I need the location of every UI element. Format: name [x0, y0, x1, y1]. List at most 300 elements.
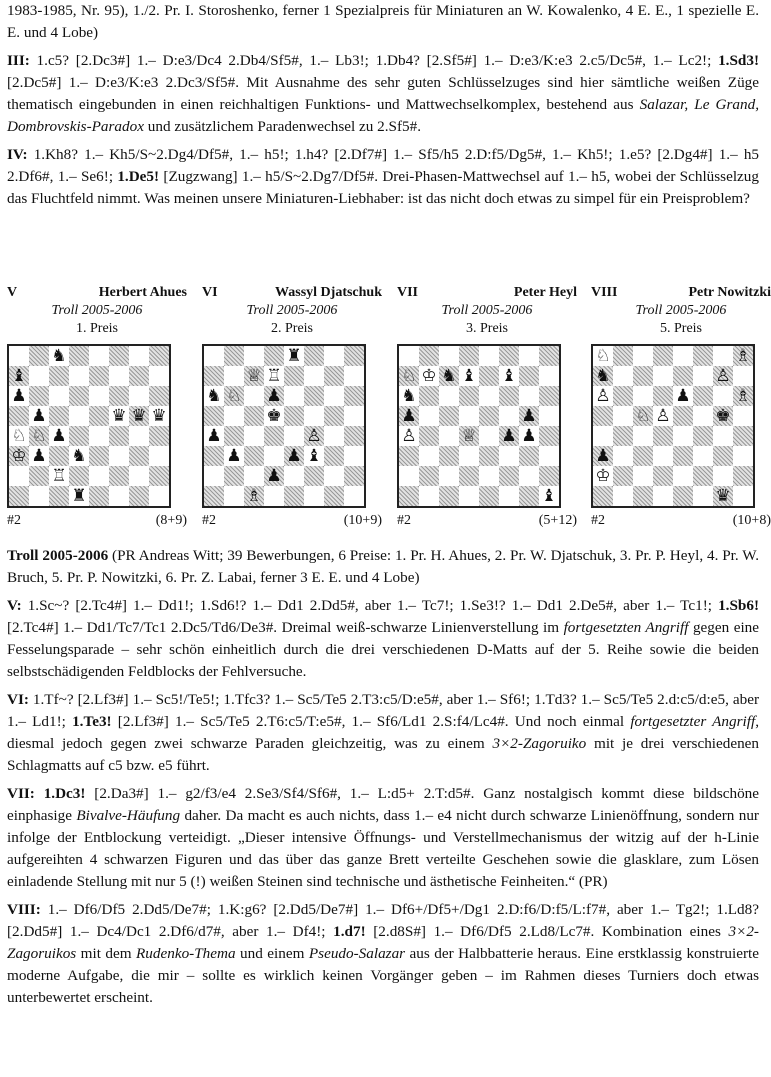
- board-square: [399, 386, 419, 406]
- board-square: [499, 366, 519, 386]
- problem-v-stipulation: #2: [7, 513, 21, 528]
- board-square: [29, 366, 49, 386]
- board-square: [9, 366, 29, 386]
- board-square: [89, 386, 109, 406]
- board-square: [479, 446, 499, 466]
- board-square: [324, 446, 344, 466]
- board-square: [49, 346, 69, 366]
- board-square: [149, 486, 169, 506]
- board-square: [419, 486, 439, 506]
- board-square: [244, 466, 264, 486]
- chess-piece-icon: ♘: [401, 366, 417, 386]
- board-square: [459, 386, 479, 406]
- problem-viii-author: Petr Nowitzki: [688, 285, 771, 300]
- chess-piece-icon: ♘: [11, 426, 27, 446]
- problem-viii-theme-2: Rudenko-Thema: [136, 945, 236, 962]
- problem-vi-stipulation: #2: [202, 513, 216, 528]
- board-square: [519, 386, 539, 406]
- problem-iv-label: IV:: [7, 146, 28, 163]
- board-square: [459, 406, 479, 426]
- board-square: [324, 386, 344, 406]
- board-square: [264, 426, 284, 446]
- board-square: [539, 346, 559, 366]
- board-square: [264, 406, 284, 426]
- board-square: [224, 426, 244, 446]
- chess-piece-icon: ♝: [11, 366, 27, 386]
- board-square: [49, 446, 69, 466]
- article-continued: [7, 545, 759, 1009]
- board-square: [49, 426, 69, 446]
- chess-piece-icon: ♟: [286, 446, 302, 466]
- problem-viii-solution: [7, 899, 759, 1009]
- board-square: [304, 446, 324, 466]
- board-square: [284, 446, 304, 466]
- board-square: [633, 386, 653, 406]
- board-square: [344, 426, 364, 446]
- chess-piece-icon: ♜: [71, 486, 87, 506]
- problem-vii-author: Peter Heyl: [513, 285, 577, 300]
- board-square: [539, 426, 559, 446]
- problem-viii: [591, 284, 771, 528]
- board-square: [9, 406, 29, 426]
- board-square: [713, 346, 733, 366]
- problem-v: [7, 284, 187, 528]
- board-square: [713, 426, 733, 446]
- board-square: [593, 346, 613, 366]
- problem-vi-theme-2: 3×2-Zagoruiko: [492, 735, 587, 752]
- chess-piece-icon: ♞: [206, 386, 222, 406]
- problem-viii-tries: 1.– Df6/Df5 2.Dd5/De7#; 1.K:g6? [2.Dd5/De7#] 1.– Df6+/Df5+/Dg1 2.D:f6/D:f5/L:f7#, aber 1.– Tg2!; 1.Ld8? [2.Dd5#] 1.– Dc4/Dc1 2.Df6/d7#, aber 1.– Df4!;: [7, 901, 759, 940]
- chess-piece-icon: ♟: [266, 386, 282, 406]
- chess-piece-icon: ♗: [246, 486, 262, 506]
- board-square: [673, 386, 693, 406]
- board-square: [9, 486, 29, 506]
- board-square: [713, 486, 733, 506]
- board-square: [479, 406, 499, 426]
- board-square: [344, 366, 364, 386]
- tourney-summary: [7, 545, 759, 589]
- problem-vi-source: Troll 2005-2006: [246, 303, 338, 318]
- chess-piece-icon: ♚: [715, 406, 731, 426]
- chess-piece-icon: ♘: [635, 406, 651, 426]
- intro-paragraph: 1983-1985, Nr. 95), 1./2. Pr. I. Storoshenko, ferner 1 Spezialpreis für Miniaturen an W. Kowalenko, 4 E. E., 1 spezielle E. E. und 4 Lobe): [7, 2, 759, 41]
- board-square: [29, 406, 49, 426]
- chess-piece-icon: ♘: [226, 386, 242, 406]
- board-square: [733, 366, 753, 386]
- board-square: [459, 486, 479, 506]
- board-square: [224, 406, 244, 426]
- board-square: [633, 346, 653, 366]
- board-square: [693, 446, 713, 466]
- board-square: [284, 466, 304, 486]
- board-square: [89, 446, 109, 466]
- problem-v-solution: [7, 595, 759, 683]
- board-square: [264, 466, 284, 486]
- board-square: [693, 466, 713, 486]
- board-square: [419, 446, 439, 466]
- problem-iv-comment: [Zugzwang] 1.– h5/S~2.Dg7/Df5#. Drei-Phasen-Mattwechsel auf 1.– h5, wobei der Schlüsselzug das Fluchtfeld nimmt. Was meinen unsere Miniaturen-Liebhaber: ist das nicht doch etwas zu simpel für ein Preisproblem?: [7, 168, 759, 207]
- problem-vii-label: VII:: [7, 785, 35, 802]
- problem-iv-key: 1.De5!: [117, 168, 160, 185]
- board-square: [129, 346, 149, 366]
- board-square: [264, 446, 284, 466]
- problem-vi-comment-end: mit je drei verschiedenen Schlagmatts auf c5 bzw. e5 führt.: [7, 735, 760, 774]
- chess-piece-icon: ♘: [595, 346, 611, 366]
- board-square: [519, 466, 539, 486]
- board-square: [713, 386, 733, 406]
- chess-piece-icon: ♛: [131, 406, 147, 426]
- board-square: [633, 486, 653, 506]
- board-square: [109, 406, 129, 426]
- board-square: [673, 446, 693, 466]
- board-square: [29, 486, 49, 506]
- board-square: [224, 386, 244, 406]
- board-square: [399, 486, 419, 506]
- board-square: [204, 346, 224, 366]
- board-square: [519, 406, 539, 426]
- board-square: [399, 426, 419, 446]
- board-square: [69, 466, 89, 486]
- board-square: [204, 426, 224, 446]
- board-square: [344, 406, 364, 426]
- problem-iii-themes: Salazar, Le Grand, Dombrovskis-Paradox: [7, 96, 760, 135]
- board-square: [29, 466, 49, 486]
- board-square: [399, 446, 419, 466]
- board-square: [653, 346, 673, 366]
- problem-iii-comment-end: und zusätzlichem Paradenwechsel zu 2.Sf5#.: [143, 118, 422, 135]
- chess-piece-icon: ♔: [421, 366, 437, 386]
- problem-vi-number: VI: [202, 285, 218, 300]
- board-square: [593, 466, 613, 486]
- board-square: [693, 486, 713, 506]
- chess-board: [397, 344, 561, 508]
- board-square: [499, 406, 519, 426]
- chess-piece-icon: ♔: [11, 446, 27, 466]
- board-square: [713, 366, 733, 386]
- problem-v-author: Herbert Ahues: [98, 285, 187, 300]
- board-square: [479, 346, 499, 366]
- chess-piece-icon: ♟: [521, 406, 537, 426]
- problem-vii-comment: [2.Da3#] 1.– g2/f3/e4 2.Se3/Sf4/Sf6#, 1.– L:d5+ 2.T:d5#. Ganz nostalgisch kommt diese bildschöne einphasige: [7, 785, 759, 824]
- problem-v-source: Troll 2005-2006: [51, 303, 143, 318]
- chess-piece-icon: ♟: [31, 446, 47, 466]
- problem-iii-solution: [7, 50, 759, 138]
- board-square: [129, 386, 149, 406]
- board-square: [693, 346, 713, 366]
- board-square: [69, 366, 89, 386]
- board-square: [264, 486, 284, 506]
- board-square: [244, 386, 264, 406]
- board-square: [149, 406, 169, 426]
- chess-piece-icon: ♕: [246, 366, 262, 386]
- problem-vi-comment-mid: , diesmal jedoch gegen zwei schwarze Paraden gleichzeitig, was zu einem: [7, 713, 759, 752]
- board-square: [149, 426, 169, 446]
- chess-piece-icon: ♛: [111, 406, 127, 426]
- board-square: [653, 386, 673, 406]
- problem-vi-prize: 2. Preis: [271, 321, 313, 336]
- chess-piece-icon: ♖: [51, 466, 67, 486]
- problem-vi-comment: [2.Lf3#] 1.– Sc5/Te5 2.T6:c5/T:e5#, 1.– Sf6/Ld1 2.S:f4/Lc4#. Und noch einmal: [111, 713, 631, 730]
- board-square: [149, 346, 169, 366]
- board-square: [613, 386, 633, 406]
- chess-piece-icon: ♝: [461, 366, 477, 386]
- board-square: [519, 446, 539, 466]
- problem-viii-comment-2: mit dem: [76, 945, 137, 962]
- board-square: [244, 446, 264, 466]
- board-square: [613, 446, 633, 466]
- board-square: [304, 346, 324, 366]
- problem-v-label: V:: [7, 597, 22, 614]
- board-square: [109, 386, 129, 406]
- chess-piece-icon: ♖: [266, 366, 282, 386]
- board-square: [224, 346, 244, 366]
- board-square: [304, 426, 324, 446]
- board-square: [324, 346, 344, 366]
- chess-piece-icon: ♞: [441, 366, 457, 386]
- board-square: [49, 466, 69, 486]
- board-square: [304, 366, 324, 386]
- chess-board: [7, 344, 171, 508]
- board-square: [593, 406, 613, 426]
- board-square: [713, 446, 733, 466]
- board-square: [479, 426, 499, 446]
- tourney-title: Troll 2005-2006: [7, 547, 109, 564]
- board-square: [244, 486, 264, 506]
- board-square: [244, 406, 264, 426]
- chess-piece-icon: ♝: [501, 366, 517, 386]
- board-square: [519, 346, 539, 366]
- board-square: [324, 486, 344, 506]
- chess-piece-icon: ♗: [735, 386, 751, 406]
- chess-piece-icon: ♙: [595, 386, 611, 406]
- problem-viii-comment: [2.d8S#] 1.– Df6/Df5 2.Ld8/Lc7#. Kombination eines: [365, 923, 729, 940]
- board-square: [439, 466, 459, 486]
- problem-v-key: 1.Sb6!: [718, 597, 759, 614]
- board-square: [633, 366, 653, 386]
- board-square: [264, 346, 284, 366]
- board-square: [9, 346, 29, 366]
- problem-vi-solution: [7, 689, 759, 777]
- chess-piece-icon: ♞: [51, 346, 67, 366]
- problem-vi-tries: 1.Tf~? [2.Lf3#] 1.– Sc5!/Te5!; 1.Tfc3? 1.– Sc5/Te5 2.T3:c5/D:e5#, aber 1.– Sf6!; 1.Td3? 1.– Sc5/Te5 2.d:c5/d:e5, aber 1.– Ld1!;: [7, 691, 759, 730]
- board-square: [439, 386, 459, 406]
- board-square: [539, 446, 559, 466]
- board-square: [499, 486, 519, 506]
- board-square: [733, 426, 753, 446]
- board-square: [224, 466, 244, 486]
- board-square: [29, 446, 49, 466]
- problem-v-prize: 1. Preis: [76, 321, 118, 336]
- board-square: [129, 466, 149, 486]
- board-square: [419, 386, 439, 406]
- board-square: [9, 386, 29, 406]
- board-square: [69, 426, 89, 446]
- problem-diagrams: [7, 284, 771, 532]
- board-square: [89, 486, 109, 506]
- board-square: [439, 486, 459, 506]
- tourney-details: (PR Andreas Witt; 39 Bewerbungen, 6 Preise: 1. Pr. H. Ahues, 2. Pr. W. Djatschuk, 3. Pr. P. Heyl, 4. Pr. W. Bruch, 5. Pr. P. Nowitzki, 6. Pr. Z. Labai, ferner 3 E. E. und 4 Lobe): [7, 547, 759, 586]
- board-square: [244, 346, 264, 366]
- board-square: [539, 406, 559, 426]
- board-square: [89, 346, 109, 366]
- board-square: [613, 466, 633, 486]
- problem-viii-theme-3: Pseudo-Salazar: [308, 945, 406, 962]
- problem-v-theme: fortgesetzten Angriff: [563, 619, 689, 636]
- board-square: [344, 466, 364, 486]
- board-square: [344, 346, 364, 366]
- board-square: [69, 446, 89, 466]
- board-square: [399, 406, 419, 426]
- board-square: [459, 346, 479, 366]
- board-square: [109, 366, 129, 386]
- board-square: [479, 466, 499, 486]
- board-square: [539, 366, 559, 386]
- board-square: [673, 466, 693, 486]
- board-square: [129, 426, 149, 446]
- board-square: [539, 466, 559, 486]
- board-square: [304, 486, 324, 506]
- problem-vii-theme: Bivalve-Häufung: [76, 807, 181, 824]
- board-square: [613, 346, 633, 366]
- problem-iv-solution: [7, 144, 759, 210]
- board-square: [324, 466, 344, 486]
- board-square: [673, 486, 693, 506]
- chess-piece-icon: ♚: [266, 406, 282, 426]
- problem-viii-number: VIII: [591, 285, 618, 300]
- problem-v-tries: 1.Sc~? [2.Tc4#] 1.– Dd1!; 1.Sd6!? 1.– Dd1 2.Dd5#, aber 1.– Tc7!; 1.Se3!? 1.– Dd1 2.De5#, aber 1.– Tc1!;: [21, 597, 719, 614]
- board-square: [69, 386, 89, 406]
- board-square: [284, 486, 304, 506]
- board-square: [499, 426, 519, 446]
- board-square: [204, 366, 224, 386]
- chess-piece-icon: ♛: [715, 486, 731, 506]
- chess-piece-icon: ♟: [675, 386, 691, 406]
- board-square: [89, 366, 109, 386]
- board-square: [693, 406, 713, 426]
- board-square: [284, 346, 304, 366]
- board-square: [593, 366, 613, 386]
- board-square: [204, 466, 224, 486]
- chess-piece-icon: ♟: [501, 426, 517, 446]
- board-square: [459, 466, 479, 486]
- problem-vi-label: VI:: [7, 691, 29, 708]
- chess-piece-icon: ♘: [31, 426, 47, 446]
- chess-piece-icon: ♜: [286, 346, 302, 366]
- board-square: [733, 346, 753, 366]
- board-square: [673, 426, 693, 446]
- problem-iii-label: III:: [7, 52, 30, 69]
- board-square: [149, 466, 169, 486]
- chess-piece-icon: ♗: [735, 346, 751, 366]
- board-square: [593, 426, 613, 446]
- board-square: [633, 406, 653, 426]
- board-square: [224, 446, 244, 466]
- chess-piece-icon: ♟: [266, 466, 282, 486]
- problem-viii-comment-3: und einem: [235, 945, 309, 962]
- problem-vi-piece-count: (10+9): [343, 513, 382, 528]
- board-square: [419, 426, 439, 446]
- board-square: [129, 366, 149, 386]
- board-square: [264, 366, 284, 386]
- board-square: [344, 386, 364, 406]
- board-square: [673, 366, 693, 386]
- problem-vii-comment-end: daher. Da macht es auch nichts, dass 1.– e4 nicht durch schwarze Linienöffnung, sondern nur infolge der Entblockung verteidigt. „Dieser intensive Öffnungs- und Verstellmechanismus der witzig auf der h-Linie aufgereihten 4 schwarzen Figuren und das über das ganze Brett verteilte Geschehen sowie die glasklare, zum Lösen einladende Stellung mit nur 5 (!) weißen Steinen sind technische und ästhetische Feinheiten.“ (PR): [7, 807, 759, 890]
- board-square: [459, 446, 479, 466]
- board-square: [264, 386, 284, 406]
- chess-piece-icon: ♙: [655, 406, 671, 426]
- chess-piece-icon: ♙: [306, 426, 322, 446]
- board-square: [439, 426, 459, 446]
- board-square: [653, 366, 673, 386]
- problem-iii-tries: 1.c5? [2.Dc3#] 1.– D:e3/Dc4 2.Db4/Sf5#, 1.– Lb3!; 1.Db4? [2.Sf5#] 1.– D:e3/K:e3 2.c5/Dc5#, 1.– Lc2!;: [36, 52, 719, 69]
- problem-viii-piece-count: (10+8): [732, 513, 771, 528]
- board-square: [593, 446, 613, 466]
- board-square: [419, 466, 439, 486]
- board-square: [149, 446, 169, 466]
- board-square: [399, 346, 419, 366]
- board-square: [633, 446, 653, 466]
- problem-vii-source: Troll 2005-2006: [441, 303, 533, 318]
- board-square: [304, 386, 324, 406]
- board-square: [109, 346, 129, 366]
- board-square: [613, 366, 633, 386]
- problem-viii-comment-end: aus der Halbbatterie heraus. Eine erstklassig konstruierte moderne Aufgabe, die mir – sollte es wirklich keinen Vorgänger geben – im Rahmen dieses Turniers doch etwas unterbewertet erscheint.: [7, 945, 760, 1006]
- board-square: [633, 466, 653, 486]
- problem-vii-number: VII: [397, 285, 419, 300]
- problem-viii-key: 1.d7!: [333, 923, 366, 940]
- board-square: [109, 446, 129, 466]
- chess-piece-icon: ♟: [206, 426, 222, 446]
- board-square: [284, 426, 304, 446]
- board-square: [499, 346, 519, 366]
- board-square: [653, 466, 673, 486]
- chess-piece-icon: ♞: [401, 386, 417, 406]
- chess-piece-icon: ♙: [715, 366, 731, 386]
- board-square: [129, 406, 149, 426]
- problem-vi-author: Wassyl Djatschuk: [275, 285, 382, 300]
- board-square: [439, 406, 459, 426]
- board-square: [9, 426, 29, 446]
- board-square: [499, 446, 519, 466]
- problem-iv-tries: 1.Kh8? 1.– Kh5/S~2.Dg4/Df5#, 1.– h5!; 1.h4? [2.Df7#] 1.– Sf5/h5 2.D:f5/Dg5#, 1.– Kh5!; 1.e5? [2.Dg4#] 1.– h5 2.Df6#, 1.– Se6!;: [7, 146, 760, 185]
- board-square: [69, 406, 89, 426]
- board-square: [733, 446, 753, 466]
- chess-piece-icon: ♟: [401, 406, 417, 426]
- board-square: [9, 446, 29, 466]
- board-square: [519, 426, 539, 446]
- board-square: [344, 446, 364, 466]
- problem-viii-theme: 3×2-Zagoruikos: [7, 923, 759, 962]
- chess-piece-icon: ♛: [151, 406, 167, 426]
- board-square: [224, 366, 244, 386]
- board-square: [419, 346, 439, 366]
- problem-viii-prize: 5. Preis: [660, 321, 702, 336]
- board-square: [439, 366, 459, 386]
- board-square: [224, 486, 244, 506]
- board-square: [479, 486, 499, 506]
- board-square: [593, 486, 613, 506]
- board-square: [324, 366, 344, 386]
- problem-vii-key: 1.Dc3!: [34, 785, 86, 802]
- board-square: [109, 486, 129, 506]
- board-square: [29, 386, 49, 406]
- board-square: [613, 406, 633, 426]
- board-square: [419, 366, 439, 386]
- board-square: [244, 366, 264, 386]
- board-square: [733, 406, 753, 426]
- board-square: [284, 406, 304, 426]
- board-square: [439, 446, 459, 466]
